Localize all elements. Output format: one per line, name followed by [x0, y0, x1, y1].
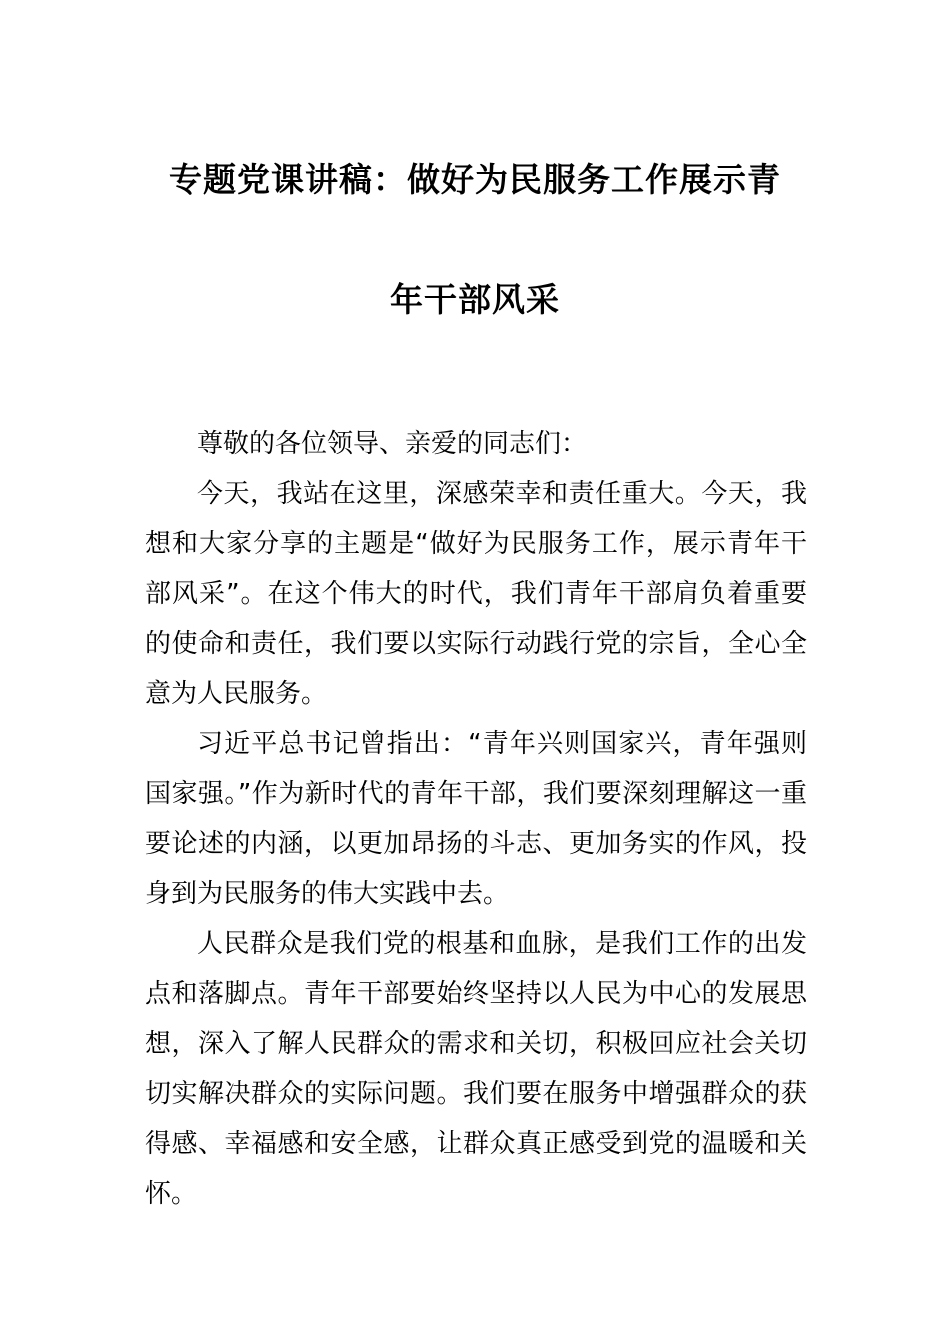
- salutation-paragraph: 尊敬的各位领导、亲爱的同志们：: [197, 429, 588, 459]
- body-paragraph-2: 习近平总书记曾指出：“青年兴则国家兴，青年强则国家强。”作为新时代的青年干部，我们要深刻理解这一重要论述的内涵，以更加昂扬的斗志、更加务实的作风，投身到为民服务的伟大实践中去。: [145, 729, 807, 909]
- document-title-line-2: 年干部风采: [390, 280, 560, 319]
- body-paragraph-3: 人民群众是我们党的根基和血脉，是我们工作的出发点和落脚点。青年干部要始终坚持以人民为中心的发展思想，深入了解人民群众的需求和关切，积极回应社会关切切实解决群众的实际问题。我们要在服务中增强群众的获得感、幸福感和安全感，让群众真正感受到党的温暖和关怀。: [145, 929, 807, 1209]
- body-paragraph-1: 今天，我站在这里，深感荣幸和责任重大。今天，我想和大家分享的主题是“做好为民服务工作，展示青年干部风采”。在这个伟大的时代，我们青年干部肩负着重要的使命和责任，我们要以实际行动践行党的宗旨，全心全意为人民服务。: [145, 479, 807, 709]
- document-title-line-1: 专题党课讲稿：做好为民服务工作展示青: [169, 160, 781, 199]
- document-body: [145, 419, 807, 1219]
